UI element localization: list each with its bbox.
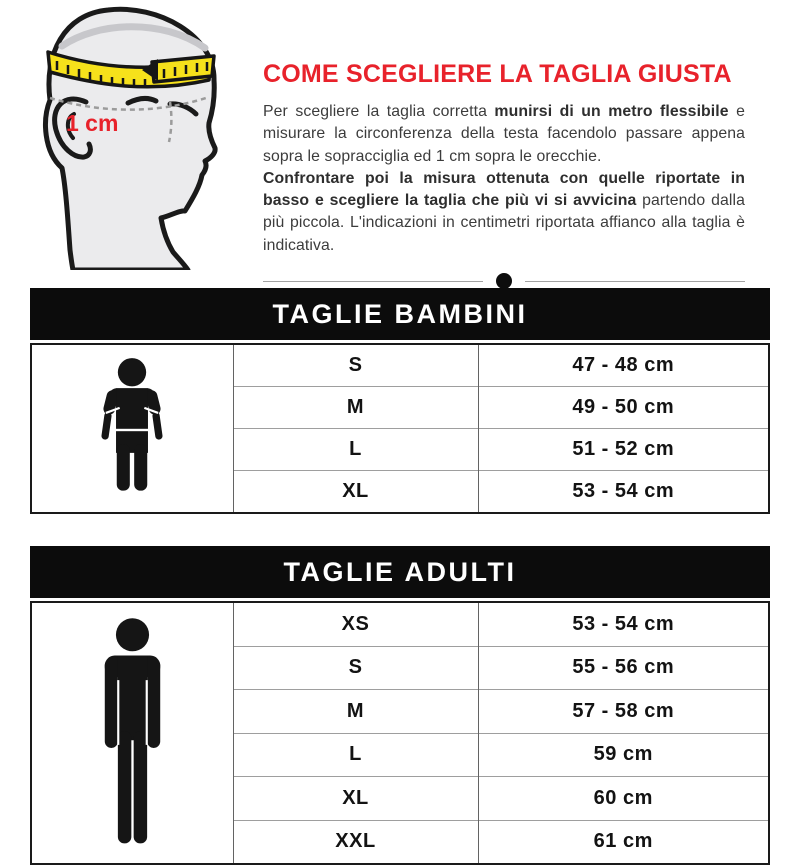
range-cell: 57 - 58 cm	[478, 690, 769, 734]
intro-text: Per scegliere la taglia corretta	[263, 103, 495, 120]
intro-section	[0, 0, 800, 288]
divider-line	[525, 281, 745, 282]
size-cell: L	[233, 429, 478, 471]
divider-dot	[496, 273, 512, 289]
page-title: COME SCEGLIERE LA TAGLIA GIUSTA	[263, 60, 732, 88]
size-cell: XXL	[233, 820, 478, 864]
intro-text: e misurare la circonferenza della testa facendolo passare appena sopra le sopracciglia ed 1 cm sopra le orecchie.	[263, 103, 745, 165]
adulti-size-table	[30, 601, 770, 865]
intro-paragraph-2	[263, 168, 745, 257]
size-cell: XS	[233, 602, 478, 646]
size-cell: S	[233, 646, 478, 690]
intro-text-bold: Confrontare poi la misura ottenuta con quelle riportate in basso e scegliere la taglia che più vi si avvicina	[263, 169, 745, 210]
size-cell: M	[233, 690, 478, 734]
bambini-section	[30, 288, 770, 514]
size-cell: S	[233, 344, 478, 387]
range-cell: 53 - 54 cm	[478, 471, 769, 514]
adulti-header-bar: TAGLIE ADULTI	[30, 546, 770, 598]
range-cell: 61 cm	[478, 820, 769, 864]
size-cell: XL	[233, 777, 478, 821]
bambini-size-table	[30, 343, 770, 514]
size-cell: L	[233, 733, 478, 777]
child-figure-icon	[31, 344, 233, 513]
adulti-section	[30, 546, 770, 865]
range-cell: 53 - 54 cm	[572, 612, 675, 635]
head-measurement-illustration	[12, 2, 257, 275]
table-row	[31, 344, 769, 387]
intro-text-bold: munirsi di un metro flessibile	[494, 103, 729, 120]
range-cell: 51 - 52 cm	[478, 429, 769, 471]
child-icon	[92, 357, 172, 495]
intro-text: partendo dalla più piccola. L'indicazioni in centimetri riportata affianco alla taglia è indicativa.	[263, 192, 745, 254]
one-cm-label: 1 cm	[66, 110, 119, 136]
size-cell: XL	[233, 471, 478, 514]
bambini-header-bar: TAGLIE BAMBINI	[30, 288, 770, 340]
range-cell: 49 - 50 cm	[478, 387, 769, 429]
section-divider	[263, 273, 745, 289]
head-tape-icon	[12, 2, 257, 270]
table-row	[31, 602, 769, 646]
divider-line	[263, 281, 483, 282]
range-cell: 59 cm	[478, 733, 769, 777]
size-cell: M	[233, 387, 478, 429]
range-cell: 60 cm	[478, 777, 769, 821]
adult-icon	[94, 615, 171, 847]
range-cell: 47 - 48 cm	[572, 354, 675, 376]
intro-paragraph-1	[263, 101, 745, 168]
adult-figure-icon	[31, 602, 233, 864]
range-cell: 55 - 56 cm	[478, 646, 769, 690]
